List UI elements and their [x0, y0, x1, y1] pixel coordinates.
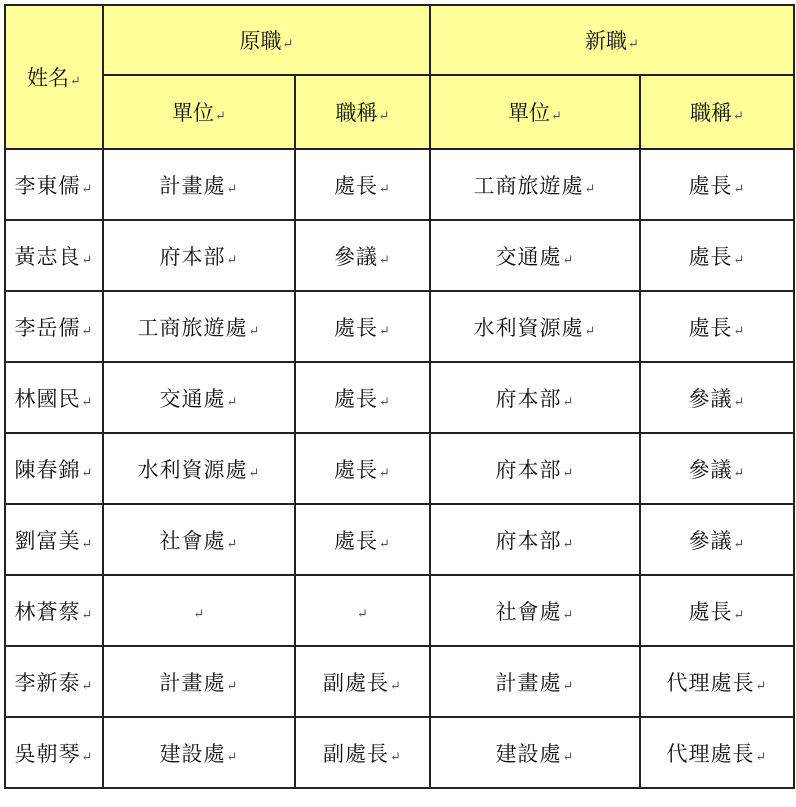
paragraph-mark-icon: ↵: [81, 607, 94, 623]
original-title-cell: [295, 504, 430, 575]
new-unit-cell: [430, 291, 640, 362]
original-title-cell: [295, 717, 430, 788]
new-unit-cell-text: 府本部: [495, 457, 562, 482]
table-row: [5, 646, 794, 717]
table-row: [5, 717, 794, 788]
new-unit-cell-text: 工商旅遊處: [473, 173, 584, 198]
new-title-cell-text: 處長: [688, 315, 733, 340]
new-title-cell-text: 處長: [688, 244, 733, 269]
paragraph-mark-icon: ↵: [379, 323, 391, 339]
paragraph-mark-icon: ↵: [81, 181, 94, 197]
original-unit-cell-text: 建設處: [159, 741, 226, 766]
original-title-cell-text: 處長: [334, 528, 379, 553]
name-cell-text: 林國民: [14, 386, 81, 411]
original-title-cell-text: 副處長: [323, 741, 390, 766]
paragraph-mark-icon: ↵: [733, 181, 746, 197]
original-title-cell: [295, 291, 430, 362]
original-unit-cell-text: 計畫處: [159, 670, 226, 695]
paragraph-mark-icon: ↵: [562, 536, 575, 552]
table-row: [5, 433, 794, 504]
table-row: [5, 362, 794, 433]
paragraph-mark-icon: ↵: [733, 465, 746, 481]
new-title-cell-text: 參議: [688, 457, 733, 482]
paragraph-mark-icon: ↵: [193, 606, 206, 622]
name-cell-text: 劉富美: [14, 528, 81, 553]
header-original: [103, 5, 430, 75]
paragraph-mark-icon: ↵: [379, 181, 391, 197]
original-unit-cell: [103, 149, 295, 220]
original-title-cell-text: 處長: [334, 315, 379, 340]
paragraph-mark-icon: ↵: [628, 37, 639, 52]
new-title-cell: [640, 717, 794, 788]
original-title-cell: [295, 575, 430, 646]
new-unit-cell: [430, 433, 640, 504]
name-cell-text: 李東儒: [14, 173, 81, 198]
name-cell-text: 吳朝琴: [14, 741, 81, 766]
personnel-table: [4, 4, 795, 789]
name-cell-text: 陳春錦: [14, 457, 81, 482]
paragraph-mark-icon: ↵: [562, 678, 575, 694]
original-unit-cell-text: 工商旅遊處: [137, 315, 248, 340]
header-title-text: 職稱: [335, 101, 378, 125]
name-cell: [5, 646, 103, 717]
original-unit-cell-text: 水利資源處: [137, 457, 248, 482]
original-title-cell: [295, 362, 430, 433]
paragraph-mark-icon: ↵: [70, 74, 81, 89]
name-cell: [5, 149, 103, 220]
name-cell: [5, 362, 103, 433]
new-title-cell: [640, 575, 794, 646]
original-unit-cell: [103, 504, 295, 575]
original-title-cell-text: 處長: [334, 457, 379, 482]
paragraph-mark-icon: ↵: [379, 394, 391, 410]
paragraph-mark-icon: ↵: [81, 749, 94, 765]
original-unit-cell: [103, 575, 295, 646]
new-title-cell-text: 代理處長: [666, 741, 755, 766]
header-row-top: [5, 5, 794, 75]
new-unit-cell: [430, 504, 640, 575]
paragraph-mark-icon: ↵: [733, 394, 746, 410]
original-unit-cell-text: 計畫處: [159, 173, 226, 198]
paragraph-mark-icon: ↵: [562, 607, 575, 623]
new-unit-cell: [430, 646, 640, 717]
table-row: [5, 291, 794, 362]
paragraph-mark-icon: ↵: [226, 678, 239, 694]
paragraph-mark-icon: ↵: [584, 181, 597, 197]
original-unit-cell: [103, 362, 295, 433]
paragraph-mark-icon: ↵: [379, 536, 391, 552]
name-cell: [5, 717, 103, 788]
name-cell: [5, 433, 103, 504]
paragraph-mark-icon: ↵: [357, 606, 369, 622]
header-new: [430, 5, 794, 75]
new-unit-cell: [430, 575, 640, 646]
table-row: [5, 575, 794, 646]
paragraph-mark-icon: ↵: [282, 37, 294, 52]
original-unit-cell-text: 交通處: [159, 386, 226, 411]
header-original-text: 原職: [239, 29, 282, 53]
header-title-text: 職稱: [690, 101, 733, 125]
new-unit-cell: [430, 717, 640, 788]
new-unit-cell-text: 建設處: [495, 741, 562, 766]
paragraph-mark-icon: ↵: [755, 749, 768, 765]
new-unit-cell-text: 交通處: [495, 244, 562, 269]
table-row: [5, 504, 794, 575]
paragraph-mark-icon: ↵: [755, 678, 768, 694]
original-unit-cell: [103, 717, 295, 788]
original-unit-cell: [103, 433, 295, 504]
paragraph-mark-icon: ↵: [81, 678, 94, 694]
original-title-cell: [295, 220, 430, 291]
paragraph-mark-icon: ↵: [584, 323, 597, 339]
name-cell-text: 李新泰: [14, 670, 81, 695]
name-cell-text: 林蒼蔡: [14, 599, 81, 624]
new-unit-cell-text: 府本部: [495, 386, 562, 411]
paragraph-mark-icon: ↵: [379, 465, 391, 481]
paragraph-mark-icon: ↵: [562, 465, 575, 481]
paragraph-mark-icon: ↵: [562, 394, 575, 410]
new-unit-cell-text: 社會處: [495, 599, 562, 624]
new-title-cell-text: 處長: [688, 173, 733, 198]
paragraph-mark-icon: ↵: [81, 323, 94, 339]
new-unit-cell-text: 水利資源處: [473, 315, 584, 340]
header-unit-text: 單位: [172, 101, 215, 125]
table-body: [5, 149, 794, 788]
name-cell: [5, 220, 103, 291]
paragraph-mark-icon: ↵: [562, 749, 575, 765]
name-cell: [5, 575, 103, 646]
header-new-unit: [430, 75, 640, 149]
paragraph-mark-icon: ↵: [226, 181, 239, 197]
new-title-cell: [640, 362, 794, 433]
paragraph-mark-icon: ↵: [733, 323, 746, 339]
paragraph-mark-icon: ↵: [378, 109, 390, 124]
paragraph-mark-icon: ↵: [215, 109, 226, 124]
header-original-title: [295, 75, 430, 149]
original-title-cell: [295, 149, 430, 220]
original-unit-cell: [103, 220, 295, 291]
new-title-cell-text: 參議: [688, 528, 733, 553]
paragraph-mark-icon: ↵: [248, 323, 261, 339]
paragraph-mark-icon: ↵: [379, 252, 391, 268]
original-unit-cell: [103, 646, 295, 717]
header-unit-text: 單位: [508, 101, 551, 125]
new-title-cell: [640, 149, 794, 220]
table-row: [5, 149, 794, 220]
original-title-cell-text: 處長: [334, 173, 379, 198]
header-new-title: [640, 75, 794, 149]
header-original-unit: [103, 75, 295, 149]
table-row: [5, 220, 794, 291]
new-unit-cell-text: 計畫處: [495, 670, 562, 695]
paragraph-mark-icon: ↵: [390, 678, 402, 694]
name-cell: [5, 291, 103, 362]
paragraph-mark-icon: ↵: [733, 109, 744, 124]
paragraph-mark-icon: ↵: [733, 607, 746, 623]
paragraph-mark-icon: ↵: [226, 252, 239, 268]
new-title-cell: [640, 433, 794, 504]
header-name-text: 姓名: [27, 66, 70, 90]
original-title-cell: [295, 433, 430, 504]
header-new-text: 新職: [585, 29, 628, 53]
original-unit-cell: [103, 291, 295, 362]
name-cell-text: 黃志良: [14, 244, 81, 269]
original-title-cell-text: 參議: [334, 244, 379, 269]
paragraph-mark-icon: ↵: [226, 536, 239, 552]
paragraph-mark-icon: ↵: [551, 109, 562, 124]
original-unit-cell-text: 府本部: [159, 244, 226, 269]
new-unit-cell-text: 府本部: [495, 528, 562, 553]
name-cell: [5, 504, 103, 575]
paragraph-mark-icon: ↵: [562, 252, 575, 268]
header-name: [5, 5, 103, 149]
paragraph-mark-icon: ↵: [81, 252, 94, 268]
paragraph-mark-icon: ↵: [226, 394, 239, 410]
new-title-cell: [640, 291, 794, 362]
new-title-cell-text: 參議: [688, 386, 733, 411]
paragraph-mark-icon: ↵: [733, 252, 746, 268]
new-title-cell: [640, 220, 794, 291]
paragraph-mark-icon: ↵: [81, 536, 94, 552]
original-title-cell: [295, 646, 430, 717]
paragraph-mark-icon: ↵: [733, 536, 746, 552]
paragraph-mark-icon: ↵: [226, 749, 239, 765]
new-title-cell: [640, 646, 794, 717]
new-title-cell-text: 代理處長: [666, 670, 755, 695]
paragraph-mark-icon: ↵: [81, 394, 94, 410]
original-unit-cell-text: 社會處: [159, 528, 226, 553]
header-row-sub: [5, 75, 794, 149]
paragraph-mark-icon: ↵: [81, 465, 94, 481]
new-title-cell-text: 處長: [688, 599, 733, 624]
new-unit-cell: [430, 220, 640, 291]
name-cell-text: 李岳儒: [14, 315, 81, 340]
paragraph-mark-icon: ↵: [390, 749, 402, 765]
new-unit-cell: [430, 362, 640, 433]
new-unit-cell: [430, 149, 640, 220]
original-title-cell-text: 處長: [334, 386, 379, 411]
new-title-cell: [640, 504, 794, 575]
paragraph-mark-icon: ↵: [248, 465, 261, 481]
original-title-cell-text: 副處長: [323, 670, 390, 695]
